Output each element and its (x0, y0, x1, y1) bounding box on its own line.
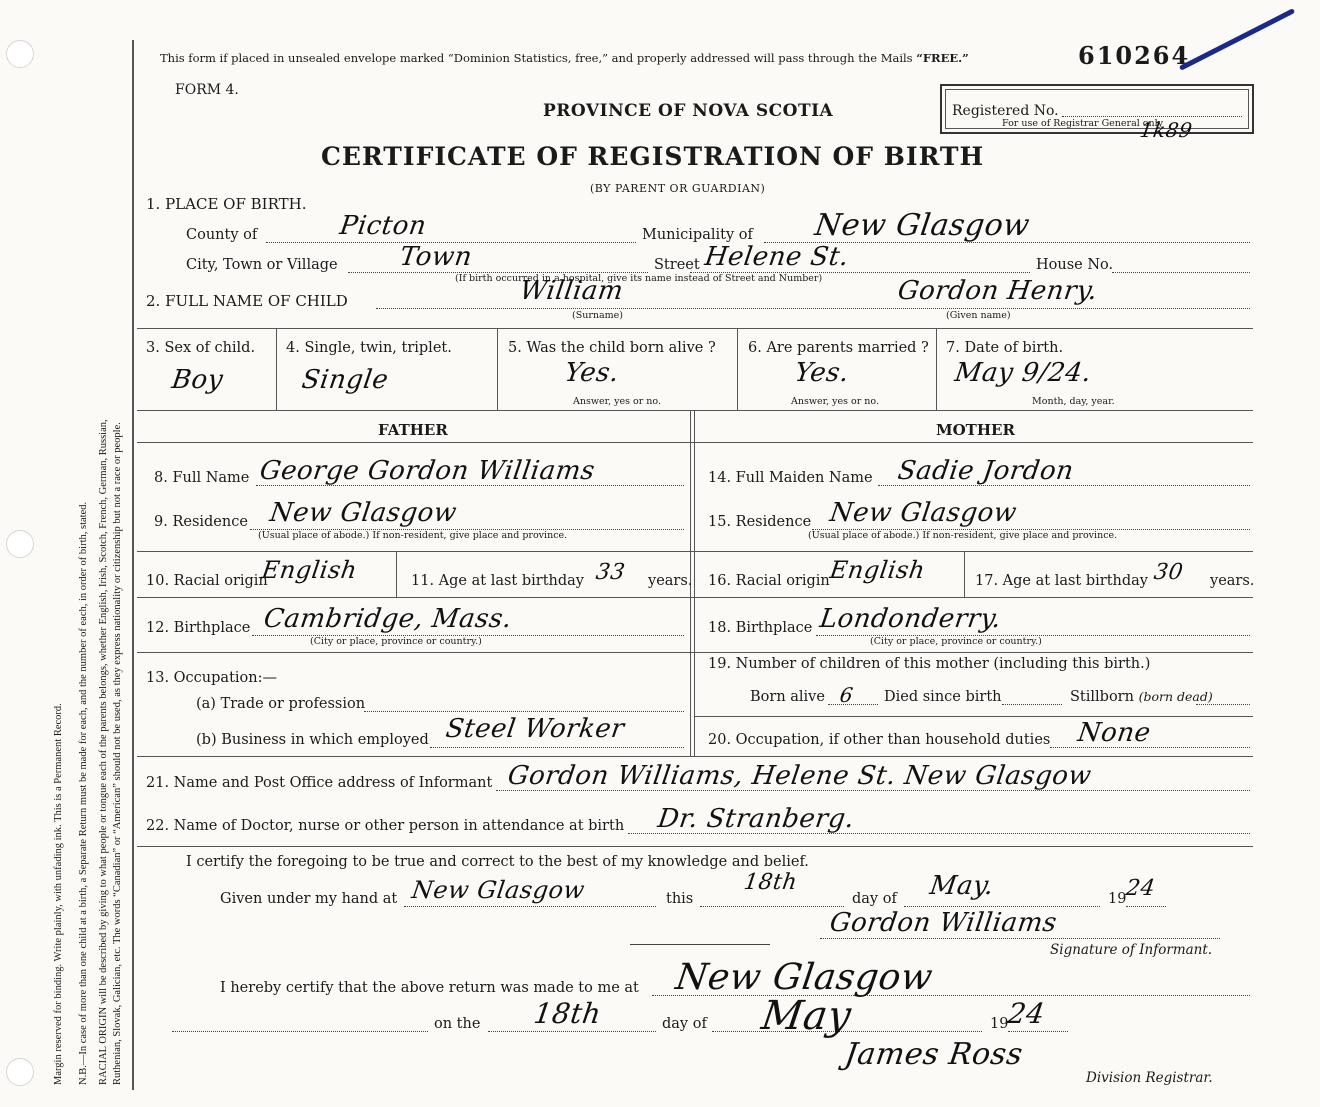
day-of-label: day of (852, 891, 897, 907)
year-prefix: 19 (1108, 891, 1127, 907)
street-value: Helene St. (702, 242, 851, 272)
date-of-birth-value: May 9/24. (952, 358, 1094, 388)
parents-married-label: 6. Are parents married ? (748, 340, 929, 356)
margin-rule (132, 40, 134, 1090)
single-twin-label: 4. Single, twin, triplet. (286, 340, 452, 356)
side-instruction: RACIAL ORIGIN will be described by giving to what people or tongue each of the parents belongs, whether English, Irish, Scotch, French, German, Russian, (98, 419, 109, 1085)
place-of-birth-label: 1. PLACE OF BIRTH. (146, 195, 307, 213)
child-name-label: 2. FULL NAME OF CHILD (146, 292, 348, 310)
abode-note: (Usual place of abode.) If non-resident, give place and province. (808, 530, 1118, 541)
side-instruction: Ruthenian, Slovak, Galician, etc. The words “Canadian” or “American” should not be used, as they express nationality or citizenship but not a race or people. (112, 422, 123, 1085)
date-of-birth-label: 7. Date of birth. (946, 340, 1064, 356)
informant-year-value: 24 (1124, 876, 1157, 901)
child-given-name: Gordon Henry. (895, 276, 1100, 306)
given-under-hand-label: Given under my hand at (220, 891, 398, 907)
year-prefix: 19 (990, 1016, 1009, 1032)
side-instruction: Margin reserved for binding. Write plainly, with unfading ink. This is a Permanent Record. (53, 703, 64, 1085)
father-age-value: 33 (594, 560, 627, 585)
birthplace-note: (City or place, province or country.) (870, 636, 1042, 647)
county-label: County of (186, 227, 258, 243)
father-racial-label: 10. Racial origin (146, 573, 268, 589)
died-since-birth-label: Died since birth (884, 689, 1002, 705)
municipality-label: Municipality of (642, 227, 753, 243)
father-residence-label: 9. Residence (154, 514, 248, 530)
mother-age-value: 30 (1152, 560, 1185, 585)
doctor-label: 22. Name of Doctor, nurse or other person in attendance at birth (146, 818, 625, 834)
father-birthplace-label: 12. Birthplace (146, 620, 251, 636)
father-heading: FATHER (378, 421, 448, 439)
registrar-signature: James Ross (842, 1037, 1026, 1072)
house-no-label: House No. (1036, 257, 1114, 273)
informant-value: Gordon Williams, Helene St. New Glasgow (505, 761, 1094, 791)
born-alive-count-value: 6 (838, 683, 855, 707)
child-surname: William (517, 276, 626, 306)
blue-pen-mark (1179, 8, 1295, 71)
business-value: Steel Worker (443, 714, 627, 744)
municipality-value: New Glasgow (812, 208, 1033, 243)
this-label: this (666, 891, 694, 907)
father-birthplace-value: Cambridge, Mass. (261, 604, 514, 634)
mother-name-label: 14. Full Maiden Name (708, 470, 873, 486)
mother-racial-value: English (828, 556, 927, 584)
doctor-value: Dr. Stranberg. (655, 804, 857, 834)
informant-place-value: New Glasgow (410, 876, 587, 904)
mother-residence-value: New Glasgow (827, 498, 1019, 528)
registered-no-label: Registered No. (952, 103, 1059, 119)
city-label: City, Town or Village (186, 257, 338, 273)
born-alive-label: 5. Was the child born alive ? (508, 340, 716, 356)
born-alive-value: Yes. (562, 358, 622, 388)
sex-value: Boy (169, 365, 226, 395)
province-heading: PROVINCE OF NOVA SCOTIA (543, 101, 834, 121)
registrar-use-note: For use of Registrar General only (1002, 118, 1164, 129)
on-the-label: on the (434, 1016, 481, 1032)
single-twin-value: Single (299, 365, 391, 395)
serial-number: 610264 (1078, 41, 1191, 70)
county-value: Picton (337, 211, 429, 241)
informant-signature-label: Signature of Informant. (1050, 942, 1213, 958)
mother-name-value: Sadie Jordon (895, 456, 1076, 486)
years-label: years. (648, 573, 693, 589)
informant-label: 21. Name and Post Office address of Informant (146, 775, 493, 791)
registrar-day-value: 18th (531, 997, 604, 1030)
binding-hole (6, 40, 34, 68)
occupation-label: 13. Occupation:— (146, 670, 277, 686)
registrar-statement: I hereby certify that the above return was made to me at (220, 980, 639, 996)
binding-hole (6, 1058, 34, 1086)
children-count-label: 19. Number of children of this mother (including this birth.) (708, 656, 1151, 672)
father-racial-value: English (260, 556, 359, 584)
side-instruction: N.B.—In case of more than one child at a birth, a Separate Return must be made for each, and the number of each, in order of birth, stated. (78, 501, 89, 1085)
day-of-label: day of (662, 1016, 707, 1032)
registrar-place-value: New Glasgow (673, 957, 936, 998)
registered-no-box (940, 84, 1254, 142)
certify-statement: I certify the foregoing to be true and correct to the best of my knowledge and belief. (186, 854, 809, 870)
mother-heading: MOTHER (936, 421, 1015, 439)
given-name-note: (Given name) (946, 310, 1011, 321)
form-number: FORM 4. (175, 82, 239, 98)
surname-note: (Surname) (572, 310, 623, 321)
answer-note: Answer, yes or no. (791, 396, 880, 407)
page-subtitle: (BY PARENT OR GUARDIAN) (590, 182, 766, 195)
mother-occupation-value: None (1075, 718, 1153, 748)
city-value: Town (397, 242, 475, 272)
father-name-label: 8. Full Name (154, 470, 250, 486)
sex-label: 3. Sex of child. (146, 340, 256, 356)
informant-month-value: May. (927, 871, 996, 901)
parents-married-value: Yes. (792, 358, 852, 388)
page-title: CERTIFICATE OF REGISTRATION OF BIRTH (321, 142, 985, 171)
business-label: (b) Business in which employed (196, 732, 429, 748)
answer-note: Answer, yes or no. (573, 396, 662, 407)
years-label: years. (1210, 573, 1255, 589)
mother-age-label: 17. Age at last birthday (975, 573, 1148, 589)
mail-notice: This form if placed in unsealed envelope marked “Dominion Statistics, free,” and properly addressed will pass through the Mails “FREE.” (160, 51, 969, 65)
father-residence-value: New Glasgow (267, 498, 459, 528)
hospital-note: (If birth occurred in a hospital, give its name instead of Street and Number) (455, 273, 823, 284)
mother-occupation-label: 20. Occupation, if other than household duties (708, 732, 1051, 748)
informant-day-value: 18th (742, 870, 799, 895)
date-note: Month, day, year. (1032, 396, 1115, 407)
mother-birthplace-label: 18. Birthplace (708, 620, 813, 636)
registrar-signature-label: Division Registrar. (1086, 1070, 1213, 1086)
binding-hole (6, 530, 34, 558)
registrar-year-value: 24 (1005, 997, 1048, 1030)
mother-birthplace-value: Londonderry. (817, 604, 1004, 634)
born-alive-count-label: Born alive (750, 689, 825, 705)
birthplace-note: (City or place, province or country.) (310, 636, 482, 647)
mother-racial-label: 16. Racial origin (708, 573, 830, 589)
street-label: Street (654, 257, 700, 273)
father-name-value: George Gordon Williams (257, 456, 597, 486)
father-age-label: 11. Age at last birthday (411, 573, 584, 589)
mother-residence-label: 15. Residence (708, 514, 812, 530)
registered-no-value: 1k89 (1138, 118, 1194, 142)
abode-note: (Usual place of abode.) If non-resident, give place and province. (258, 530, 568, 541)
registrar-month-value: May (758, 993, 855, 1039)
stillborn-label: Stillborn (born dead) (1070, 689, 1213, 705)
informant-signature: Gordon Williams (827, 908, 1059, 938)
trade-label: (a) Trade or profession (196, 696, 366, 712)
